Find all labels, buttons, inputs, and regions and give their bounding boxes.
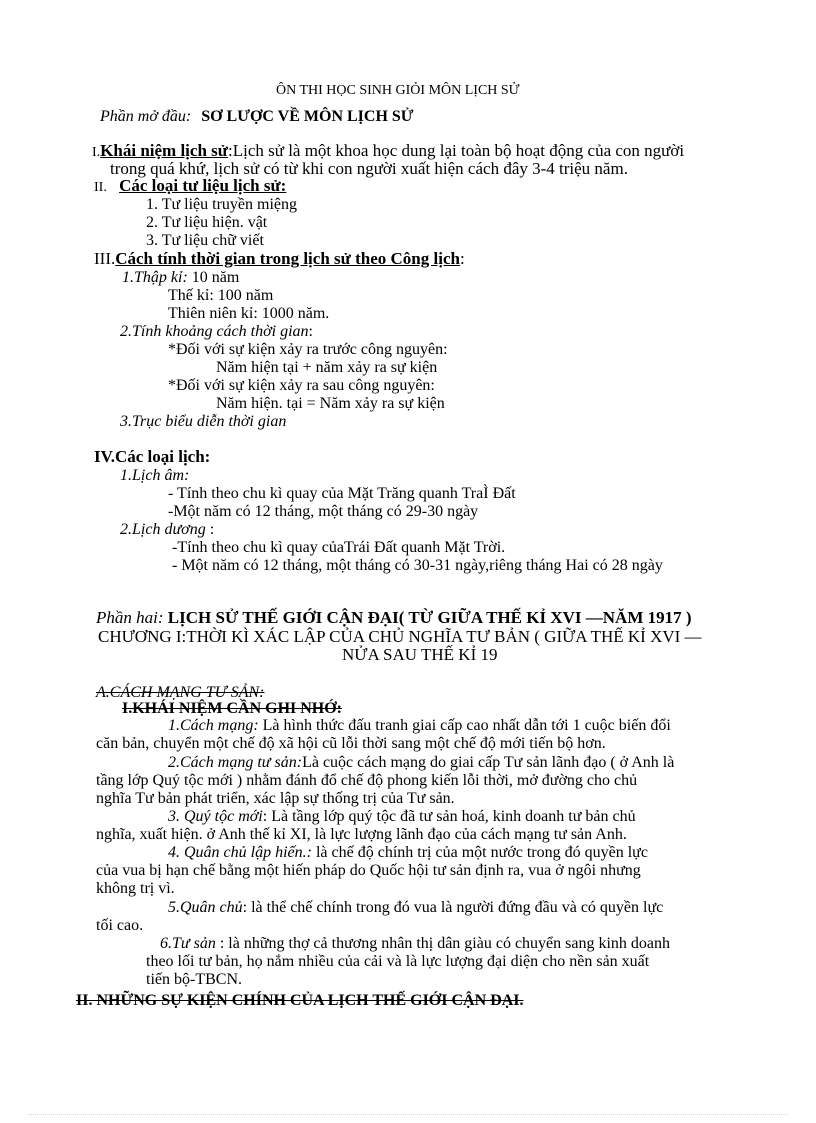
definition-new-nobility-term: 3. Quý tộc mới <box>168 808 263 825</box>
decade-label: 1.Thập kỉ: <box>122 269 188 286</box>
definition-constitutional-monarchy-text: là chế độ chính trị của một nước trong đó quyền lực <box>311 844 648 861</box>
subsection-a-heading: A.CÁCH MẠNG TƯ SẢN: <box>96 684 265 701</box>
section-4-heading: IV.Các loại lịch: <box>94 447 211 466</box>
section-3-heading-line <box>94 250 465 268</box>
bc-formula-line: Năm hiện tại + năm xảy ra sự kiện <box>216 359 438 376</box>
definition-revolution-cont: căn bản, chuyển một chế độ xã hội cũ lỗi thời sang một chế độ mới tiến bộ hơn. <box>96 735 606 752</box>
decade-line <box>122 269 239 287</box>
definition-revolution-text: Là hình thức đấu tranh giai cấp cao nhất dẫn tới 1 cuộc biến đổi <box>258 717 671 734</box>
section-2-item: 3. Tư liệu chữ viết <box>146 232 264 249</box>
section-3-heading: Cách tính thời gian trong lịch sử theo Công lịch <box>115 249 460 268</box>
definition-constitutional-monarchy-cont: của vua bị hạn chế bằng một hiến pháp do Quốc hội tư sản định ra, vua ở ngôi nhưng <box>96 862 641 879</box>
intro-heading <box>100 108 414 126</box>
page-title: ÔN THI HỌC SINH GIỎI MÔN LỊCH SỬ <box>276 83 520 98</box>
definition-revolution <box>168 717 671 735</box>
definition-bourgeoisie-cont: theo lối tư bản, họ nắm nhiều của cải và là lực lượng đại diện cho nền sản xuất <box>146 953 650 970</box>
timeline-heading: 3.Trục biểu diễn thời gian <box>120 413 287 430</box>
section-1-line-2: trong quá khứ, lịch sử có từ khi con người xuất hiện cách đây 3-4 triệu năm. <box>110 159 628 178</box>
definition-bourgeois-revolution-text: Là cuộc cách mạng do giai cấp Tư sản lãnh đạo ( ở Anh là <box>302 754 675 771</box>
time-distance-colon: : <box>308 323 313 340</box>
chapter-1-line-1: CHƯƠNG I:THỜI KÌ XÁC LẬP CỦA CHỦ NGHĨA TƯ BẢN ( GIỮA THẾ KỈ XVI — <box>98 627 702 646</box>
section-2-item: 2. Tư liệu hiện. vật <box>146 214 268 231</box>
definition-constitutional-monarchy <box>168 844 648 862</box>
definition-bourgeois-revolution <box>168 754 674 772</box>
definition-bourgeoisie-text: : là những thợ cả thương nhân thị dân giàu có chuyển sang kinh doanh <box>215 935 671 952</box>
definition-bourgeoisie <box>160 935 670 953</box>
definition-bourgeois-revolution-cont: nghĩa Tư bản phát triển, xác lập sự thống trị của Tư sản. <box>96 790 455 807</box>
section-2-heading: Các loại tư liệu lịch sử: <box>119 176 287 195</box>
section-3-number: III. <box>94 249 116 268</box>
subsection-a1-heading: I.KHÁI NIỆM CẦN GHI NHỚ: <box>122 700 343 717</box>
part-2-heading <box>96 609 692 627</box>
chapter-1-line-2: NỬA SAU THẾ KỈ 19 <box>342 645 498 664</box>
section-2-item: 1. Tư liệu truyền miệng <box>146 196 298 213</box>
solar-calendar-label: 2.Lịch dương <box>120 521 206 538</box>
section-2-heading-line <box>94 177 286 197</box>
part-2-label: Phần hai: <box>96 608 164 627</box>
solar-calendar-heading <box>120 521 214 539</box>
definition-bourgeoisie-cont: tiến bộ-TBCN. <box>146 971 242 988</box>
time-distance-heading <box>120 323 313 341</box>
section-1-text: :Lịch sử là một khoa học dung lại toàn bộ hoạt động của con người <box>227 141 685 160</box>
lunar-calendar-label: 1.Lịch âm: <box>120 467 190 484</box>
solar-line-1: -Tính theo chu kì quay củaTrái Đất quanh Mặt Trời. <box>172 539 506 556</box>
section-3-colon: : <box>459 249 465 268</box>
lunar-line-1: - Tính theo chu kì quay của Mặt Trăng quanh TraÌ Đất <box>168 485 516 502</box>
definition-bourgeois-revolution-cont: tầng lớp Quý tộc mới ) nhằm đánh đổ chế độ phong kiến lỗi thời, mở đường cho chủ <box>96 772 638 789</box>
bc-rule-line: *Đối với sự kiện xảy ra trước công nguyên: <box>168 341 448 358</box>
intro-label: Phần mở đầu: <box>100 108 192 125</box>
part-2-title: LỊCH SỬ THẾ GIỚI CẬN ĐẠI( TỪ GIỮA THẾ KỈ XVI —NĂM 1917 ) <box>163 608 692 627</box>
decade-value: 10 năm <box>187 269 240 286</box>
solar-line-2: - Một năm có 12 tháng, một tháng có 30-31 ngày,riêng tháng Hai có 28 ngày <box>172 557 663 574</box>
page-bottom-divider <box>28 1114 788 1115</box>
definition-revolution-term: 1.Cách mạng: <box>168 717 259 734</box>
definition-new-nobility-text: : Là tầng lớp quý tộc đã tư sản hoá, kinh doanh tư bản chủ <box>262 808 636 825</box>
intro-title: SƠ LƯỢC VỀ MÔN LỊCH SỬ <box>201 108 414 125</box>
definition-bourgeoisie-term: 6.Tư sản <box>160 935 216 952</box>
section-2-number: II. <box>94 180 107 195</box>
section-1-number: I. <box>92 145 101 160</box>
lunar-line-2: -Một năm có 12 tháng, một tháng có 29-30 ngày <box>168 503 479 520</box>
definition-monarchy <box>168 899 663 917</box>
definition-monarchy-text: : là thể chế chính trong đó vua là người đứng đầu và có quyền lực <box>242 899 664 916</box>
definition-constitutional-monarchy-cont: không trị vì. <box>96 880 175 897</box>
definition-constitutional-monarchy-term: 4. Quân chủ lập hiến.: <box>168 844 312 861</box>
definition-bourgeois-revolution-term: 2.Cách mạng tư sản: <box>168 754 303 771</box>
definition-monarchy-cont: tối cao. <box>96 917 144 934</box>
solar-calendar-colon: : <box>205 521 215 538</box>
century-line: Thế kỉ: 100 năm <box>168 287 274 304</box>
definition-new-nobility <box>168 808 636 826</box>
time-distance-label: 2.Tính khoảng cách thời gian <box>120 323 309 340</box>
definition-monarchy-term: 5.Quân chủ <box>168 899 243 916</box>
definition-new-nobility-cont: nghĩa, xuất hiện. ở Anh thế kỉ XI, là lực lượng lãnh đạo của cách mạng tư sản Anh. <box>96 826 627 843</box>
section-1-heading: Khái niệm lịch sử <box>100 141 228 160</box>
millennium-line: Thiên niên kỉ: 1000 năm. <box>168 305 330 322</box>
ad-rule-line: *Đối với sự kiện xảy ra sau công nguyên: <box>168 377 435 394</box>
ad-formula-line: Năm hiện. tại = Năm xảy ra sự kiện <box>216 395 445 412</box>
section-II-heading: II. NHỮNG SỰ KIỆN CHÍNH CỦA LỊCH THẾ GIỚI CẬN ĐẠI. <box>76 992 524 1009</box>
